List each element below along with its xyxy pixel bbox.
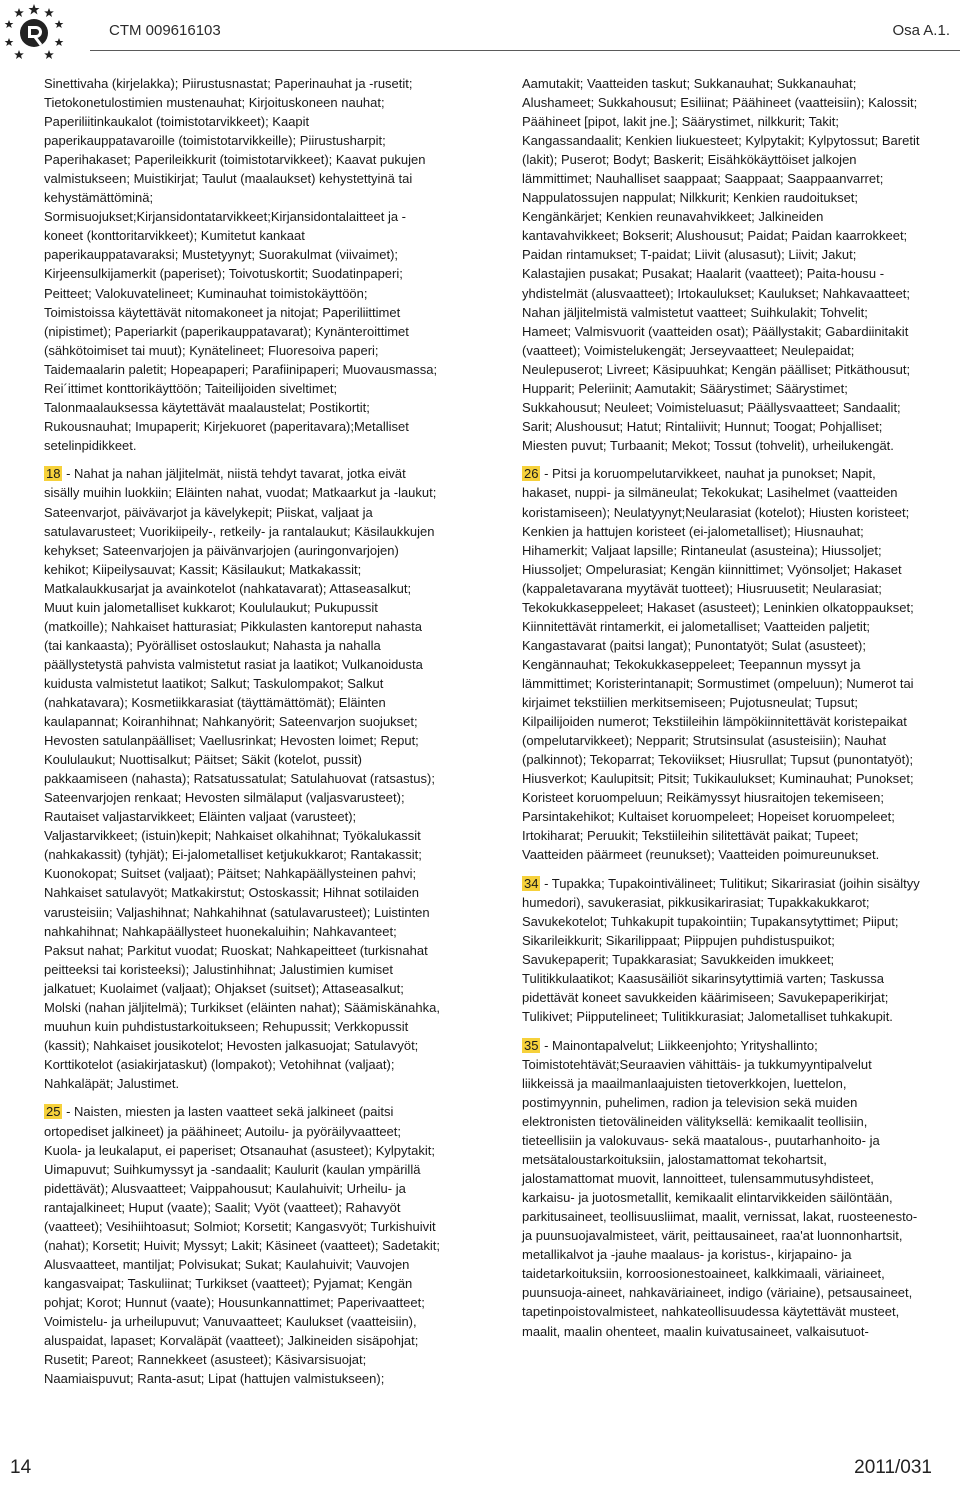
- class-number-26: 26: [524, 466, 539, 482]
- bulletin-number: 2011/031: [854, 1457, 932, 1478]
- left-column: [44, 74, 440, 1398]
- class-26-entry: [522, 464, 920, 864]
- class-26-text: - Pitsi ja koruompelutarvikkeet, nauhat ja punokset; Napit, hakaset, nuppi- ja silmäneulat; Tekokukat; Lasihelmet (vaatteiden koristamiseen); Neulatyynyt;Neularasiat (kotelot); Hiusten koristeet; Kenkien ja hattujen koristeet (ei-jalometalliset); Hiusnauhat; Hihamerkit; Valjaat lapsille; Rintaneulat (asusteina); Hiussoljet; Hiussoljet; Ompelurasiat; Kengän kiinnittimet; Vyönsoljet; Hakaset (kappaletavarana myytävät tuotteet); Hiusruusetit; Neularasiat; Tekokukkaseppeleet; Hakaset (asusteet); Leninkien olkatoppaukset; Kiinnitettävät rintamerkit, ei jalometalliset; Vaatteiden paljetit; Kangastavarat (paitsi langat); Punontatyöt; Sulat (asusteet); Kengännauhat; Tekokukkaseppeleet; Teepannun myssyt ja lämmittimet; Koristerintanapit; Sormustimet (ompeluun); Numerot tai kirjaimet tekstiilien merkitsemiseen; Pujotusneulat; Tupsut; Kilpailijoiden numerot; Tekstiileihin lämpökiinnitettävät koristepaikat (ompelutarvikkeet); Nepparit; Strutsinsulat (asusteisiin); Nauhat (palkinnot); Tekoparrat; Tekoviikset; Hiusrullat; Tupsut (punontatyöt); Hiusverkot; Kaulupitsit; Pitsit; Tukikaulukset; Kuminauhat; Punokset; Koristeet koruompeluun; Reikämyssyt hiusraitojen tekemiseen; Parsintakehikot; Kultaiset koruompeleet; Hopeiset koruompeleet; Irtokiharat; Peruukit; Tekstiileihin silitettävät paikat; Tupeet; Vaatteiden päärmeet (reunukset); Vaatteiden poimureunukset.: [522, 466, 914, 863]
- class-number-18: 18: [46, 466, 61, 482]
- document-id: CTM 009616103: [109, 22, 221, 39]
- class-number-34: 34: [524, 875, 539, 891]
- class-34-entry: [522, 874, 920, 1026]
- class-25-continued: Aamutakit; Vaatteiden taskut; Sukkanauhat; Sukkanauhat; Alushameet; Sukkahousut; Esiliinat; Päähineet (vaatteisiin); Kalossit; Päähineet [pipot, lakit jne.]; Säärystimet, nilkkurit; Takit; Kangassandaalit; Kenkien liukuesteet; Kylpytakit; Kylpytossut; Baretit (lakit); Puserot; Bodyt; Baskerit; Eisähkökäyttöiset jalkojen lämmittimet; Nauhalliset saappaat; Saappaat; Saappaanvarret; Nappulatossujen nappulat; Nilkkurit; Kenkien raudoitukset; Kengänkärjet; Kenkien reunavahvikkeet; Jalkineiden kantavahvikkeet; Bokserit; Alushousut; Paidat; Paidan kaarrokkeet; Paidan rintamukset; T-paidat; Liivit (alusasut); Liivit; Jakut; Kalastajien pusakat; Pusakat; Haalarit (vaatteet); Paita-housu -yhdistelmät (alusvaatteet); Irtokaulukset; Kaulukset; Nahkavaatteet; Nahan jäljitelmistä valmistetut vaatteet; Suihkulakit; Tohvelit; Hameet; Valmisvuorit (vaatteiden osat); Päällystakit; Gabardiinitakit (vaatteet); Voimistelukengät; Jerseyvaatteet; Neulepaidat; Neulepuserot; Livreet; Käsipuuhkat; Kengän päälliset; Pitkäthousut; Hupparit; Peleriinit; Aamutakit; Säärystimet; Säärystimet; Sukkahousut; Neuleet; Voimisteluasut; Päällysvaatteet; Sandaalit; Sarit; Alushousut; Hatut; Rintaliivit; Hunnut; Toogat; Pohjalliset; Miesten puvut; Turbaanit; Mekot; Tossut (tohvelit), urheilukengät.: [522, 76, 920, 453]
- class-25-text: - Naisten, miesten ja lasten vaatteet sekä jalkineet (paitsi ortopediset jalkineet) ja päähineet; Autoilu- ja pyöräilyvaatteet; Kuola- ja leukalaput, ei paperiset; Otsanauhat (asusteet); Kylpytakit; Uimapuvut; Suihkumyssyt ja -sandaalit; Kaulurit (kaulan ympärillä pidettävät); Alusvaatteet; Vaippahousut; Kaulahuivit; Urheilu- ja rantajalkineet; Huput (vaate); Saalit; Vyöt (vaatteet); Rahavyöt (vaatteet); Vesihiihtoasut; Solmiot; Korsetit; Kangasvyöt; Turkishuivit (nahat); Korsetit; Huivit; Myssyt; Lakit; Käsineet (vaatteet); Sadetakit; Alusvaatteet, mantiljat; Polvisukat; Sukat; Kaulahuivit; Vauvojen kangasvaipat; Taskuliinat; Turkikset (vaatteet); Pyjamat; Kengän pohjat; Korot; Hunnut (vaate); Housunkannattimet; Paperivaatteet; Voimistelu- ja urheilupuvut; Vanuvaatteet; Kaulukset (vaatteisiin), aluspaidat, lapaset; Korvaläpät (vaatteet); Jalkineiden sisäpohjat; Rusetit; Pareot; Rannekkeet (asusteet); Käsivarsisuojat; Naamiaispuvut; Ranta-asut; Lipat (hattujen valmistukseen);: [44, 1104, 440, 1387]
- continued-paragraph: Sinettivaha (kirjelakka); Piirustusnastat; Paperinauhat ja -rusetit; Tietokonetulostimien mustenauhat; Kirjoituskoneen nauhat; Paperiliitinkaukalot (toimistotarvikkeet); Kaapit paperikauppatavaroille (toimistotarvikkeille); Piirustusharpit; Paperihakaset; Paperileikkurit (toimistotarvikkeet); Kaavat pukujen valmistukseen; Muistikirjat; Taulut (maalaukset) kehystettyinä tai kehystämättöminä; Sormisuojukset;Kirjansidontatarvikkeet;Kirjansidontalaitteet ja -koneet (konttoritarvikkeet); Kumitetut kankaat paperikauppatavaraksi; Mustetyynyt; Suorakulmat (viivaimet); Kirjeensulkijamerkit (paperiset); Toivotuskortit; Suodatinpaperi; Peitteet; Valokuvatelineet; Kuminauhat toimistokäyttöön; Toimistoissa käytettävät nitomakoneet ja nitojat; Paperiliittimet (nipistimet); Paperiarkit (paperikauppatavarat); Kynänteroittimet (sähkötoimiset tai muut); Kynätelineet; Fluoresoiva paperi; Taidemaalarin paletit; Hopeapaperi; Parafiinipaperi; Muovausmassa; Rei´ittimet konttorikäyttöön; Taiteilijoiden siveltimet; Talonmaalauksessa käytettävät maalaustelat; Postikortit; Rukousnauhat; Imupaperit; Kirjekuoret (paperitavara);Metalliset setelinpidikkeet.: [44, 76, 438, 453]
- class-number-35: 35: [524, 1037, 539, 1053]
- class-18-text: - Nahat ja nahan jäljitelmät, niistä tehdyt tavarat, jotka eivät sisälly muihin luokkiin; Eläinten nahat, vuodat; Matkaarkut ja -laukut; Sateenvarjot, päivävarjot ja kävelykepit; Piiskat, valjaat ja satulavarusteet; Vuorikiipeily-, retkeily- ja rantalaukut; Käsilaukkujen kehykset; Sateenvarjojen ja päivänvarjojen (auringonvarjojen) kehikot; Kiipeilysauvat; Kassit; Käsilaukut; Matkakassit; Matkalaukkusarjat ja avainkotelot (nahkatavarat); Attaseasalkut; Muut kuin jalometalliset kukkarot; Koululaukut; Pukupussit (matkoille); Nahkaiset hatturasiat; Pikkulasten kantoreput nahasta (tai kankaasta); Pyörälliset ostoslaukut; Nahasta ja nahalla päällystetystä pahvista valmistetut rasiat ja laatikot; Vulkanoidusta kuidusta valmistetut laatikot; Salkut; Taskulompakot; Salkut (nahkatavara); Kosmetiikkarasiat (täyttämättömät); Eläinten kaulapannat; Koiranhihnat; Nahkanyörit; Sateenvarjon suojukset; Hevosten satulanpäälliset; Vaellusrinkat; Hevosten loimet; Reput; Koululaukut; Nuottisalkut; Päitset; Säkit (kotelot, pussit) pakkaamiseen (nahasta); Ratsatussatulat; Satulahuovat (ratsastus); Sateenvarjojen renkaat; Hevosten silmälaput (valjasvarusteet); Rautaiset valjastarvikkeet; Eläinten valjaat (varusteet); Valjastarvikkeet; (istuin)kepit; Nahkaiset olkahihnat; Työkalukassit (nahkakassit) (tyhjät); Ei-jalometalliset ketjukukkarot; Rantakassit; Kuonokopat; Suitset (valjaat); Päitset; Nahkapäällysteinen pahvi; Nahkaiset satulavyöt; Matkakirstut; Ostoskassit; Hihnat sotilaiden varusteisiin; Valjashihnat; Nahkahihnat (satulavarusteet); Luistinten nahkahihnat; Nahkapäällysteet huonekaluihin; Nahkavanteet; Paksut nahat; Parkitut vuodat; Ruoskat; Nahkapeitteet (turkisnahat peitteeksi tai koristeeksi); Jalustinhihnat; Jalustimien kumiset jalkatuet; Kuolaimet (valjaat); Ohjakset (suitset); Attaseasalkut; Molski (nahan jäljitelmä); Turkikset (eläinten nahat); Säämiskänahka, muuhun kuin puhdistustarkoitukseen; Rehupussit; Verkkopussit (kassit); Nahkaiset jousikotelot; Hevosten jalkasuojat; Satulavyöt; Korttikotelot (asiakirjataskut) (lompakot); Vetohihnat (valjaat); Nahkaläpät; Jalustimet.: [44, 466, 440, 1091]
- class-34-text: - Tupakka; Tupakointivälineet; Tulitikut; Sikarirasiat (joihin sisältyy humedori), savukerasiat, pikkusikarirasiat; Tupakkakukkarot; Savukekotelot; Tuhkakupit tupakointiin; Tupakansytyttimet; Piiput; Sikarileikkurit; Sikarilippaat; Piippujen puhdistuspuikot; Savukepaperit; Tupakkarasiat; Savukkeiden imukkeet; Tulitikkulaatikot; Kaasusäiliöt sikarinsytyttimiä varten; Taskussa pidettävät koneet savukkeiden käärimiseen; Savukepaperikirjat; Tulikivet; Piipputelineet; Tulitikkurasiat; Jalometalliset tuhkakupit.: [522, 875, 920, 1025]
- class-35-entry: [522, 1036, 920, 1341]
- class-25-entry: [44, 1102, 440, 1388]
- page-number: 14: [10, 1457, 32, 1478]
- class-18-entry: [44, 464, 440, 1093]
- ohim-logo-icon: [2, 2, 66, 62]
- section-label: Osa A.1.: [892, 22, 950, 39]
- class-35-text: - Mainontapalvelut; Liikkeenjohto; Yrityshallinto; Toimistotehtävät;Seuraavien vähittäis- ja tukkumyyntipalvelut liikkeissä ja maailmanlaajuisten tietoverkkojen, luettelon, postimyynnin, puhelimen, radion ja television sekä muiden elektronisten tietovälineiden välityksellä: kemikaalit teollisiin, tieteellisiin ja valokuvaus- sekä maatalous-, puutarhanhoito- ja metsätaloustarkoituksiin, jalostamattomat tekohartsit, jalostamattomat muovit, lannoitteet, tulensammutusyhdisteet, karkaisu- ja juotosmetallit, kemikaalit elintarvikkeiden säilöntään, parkitusaineet, teollisuusliimat, maalit, vernissat, lakat, ruosteenesto- ja puunsuojavalmisteet, värit, peittausaineet, raa'at luonnonhartsit, metallikalvot ja -jauhe maalaus- ja koristus-, kirjapaino- ja taidetarkoituksiin, korroosionestoaineet, kalkkimaali, väriaineet, puunsuoja-aineet, nahkaväriaineet, indigo (väriaine), petsausaineet, tapetinpoistovalmisteet, nahkateollisuudessa käytettävät musteet, maalit, maalin ohenteet, maalin kuivatusaineet, valkaisutuot-: [522, 1037, 918, 1339]
- right-column: [522, 74, 920, 1350]
- class-number-25: 25: [46, 1104, 61, 1120]
